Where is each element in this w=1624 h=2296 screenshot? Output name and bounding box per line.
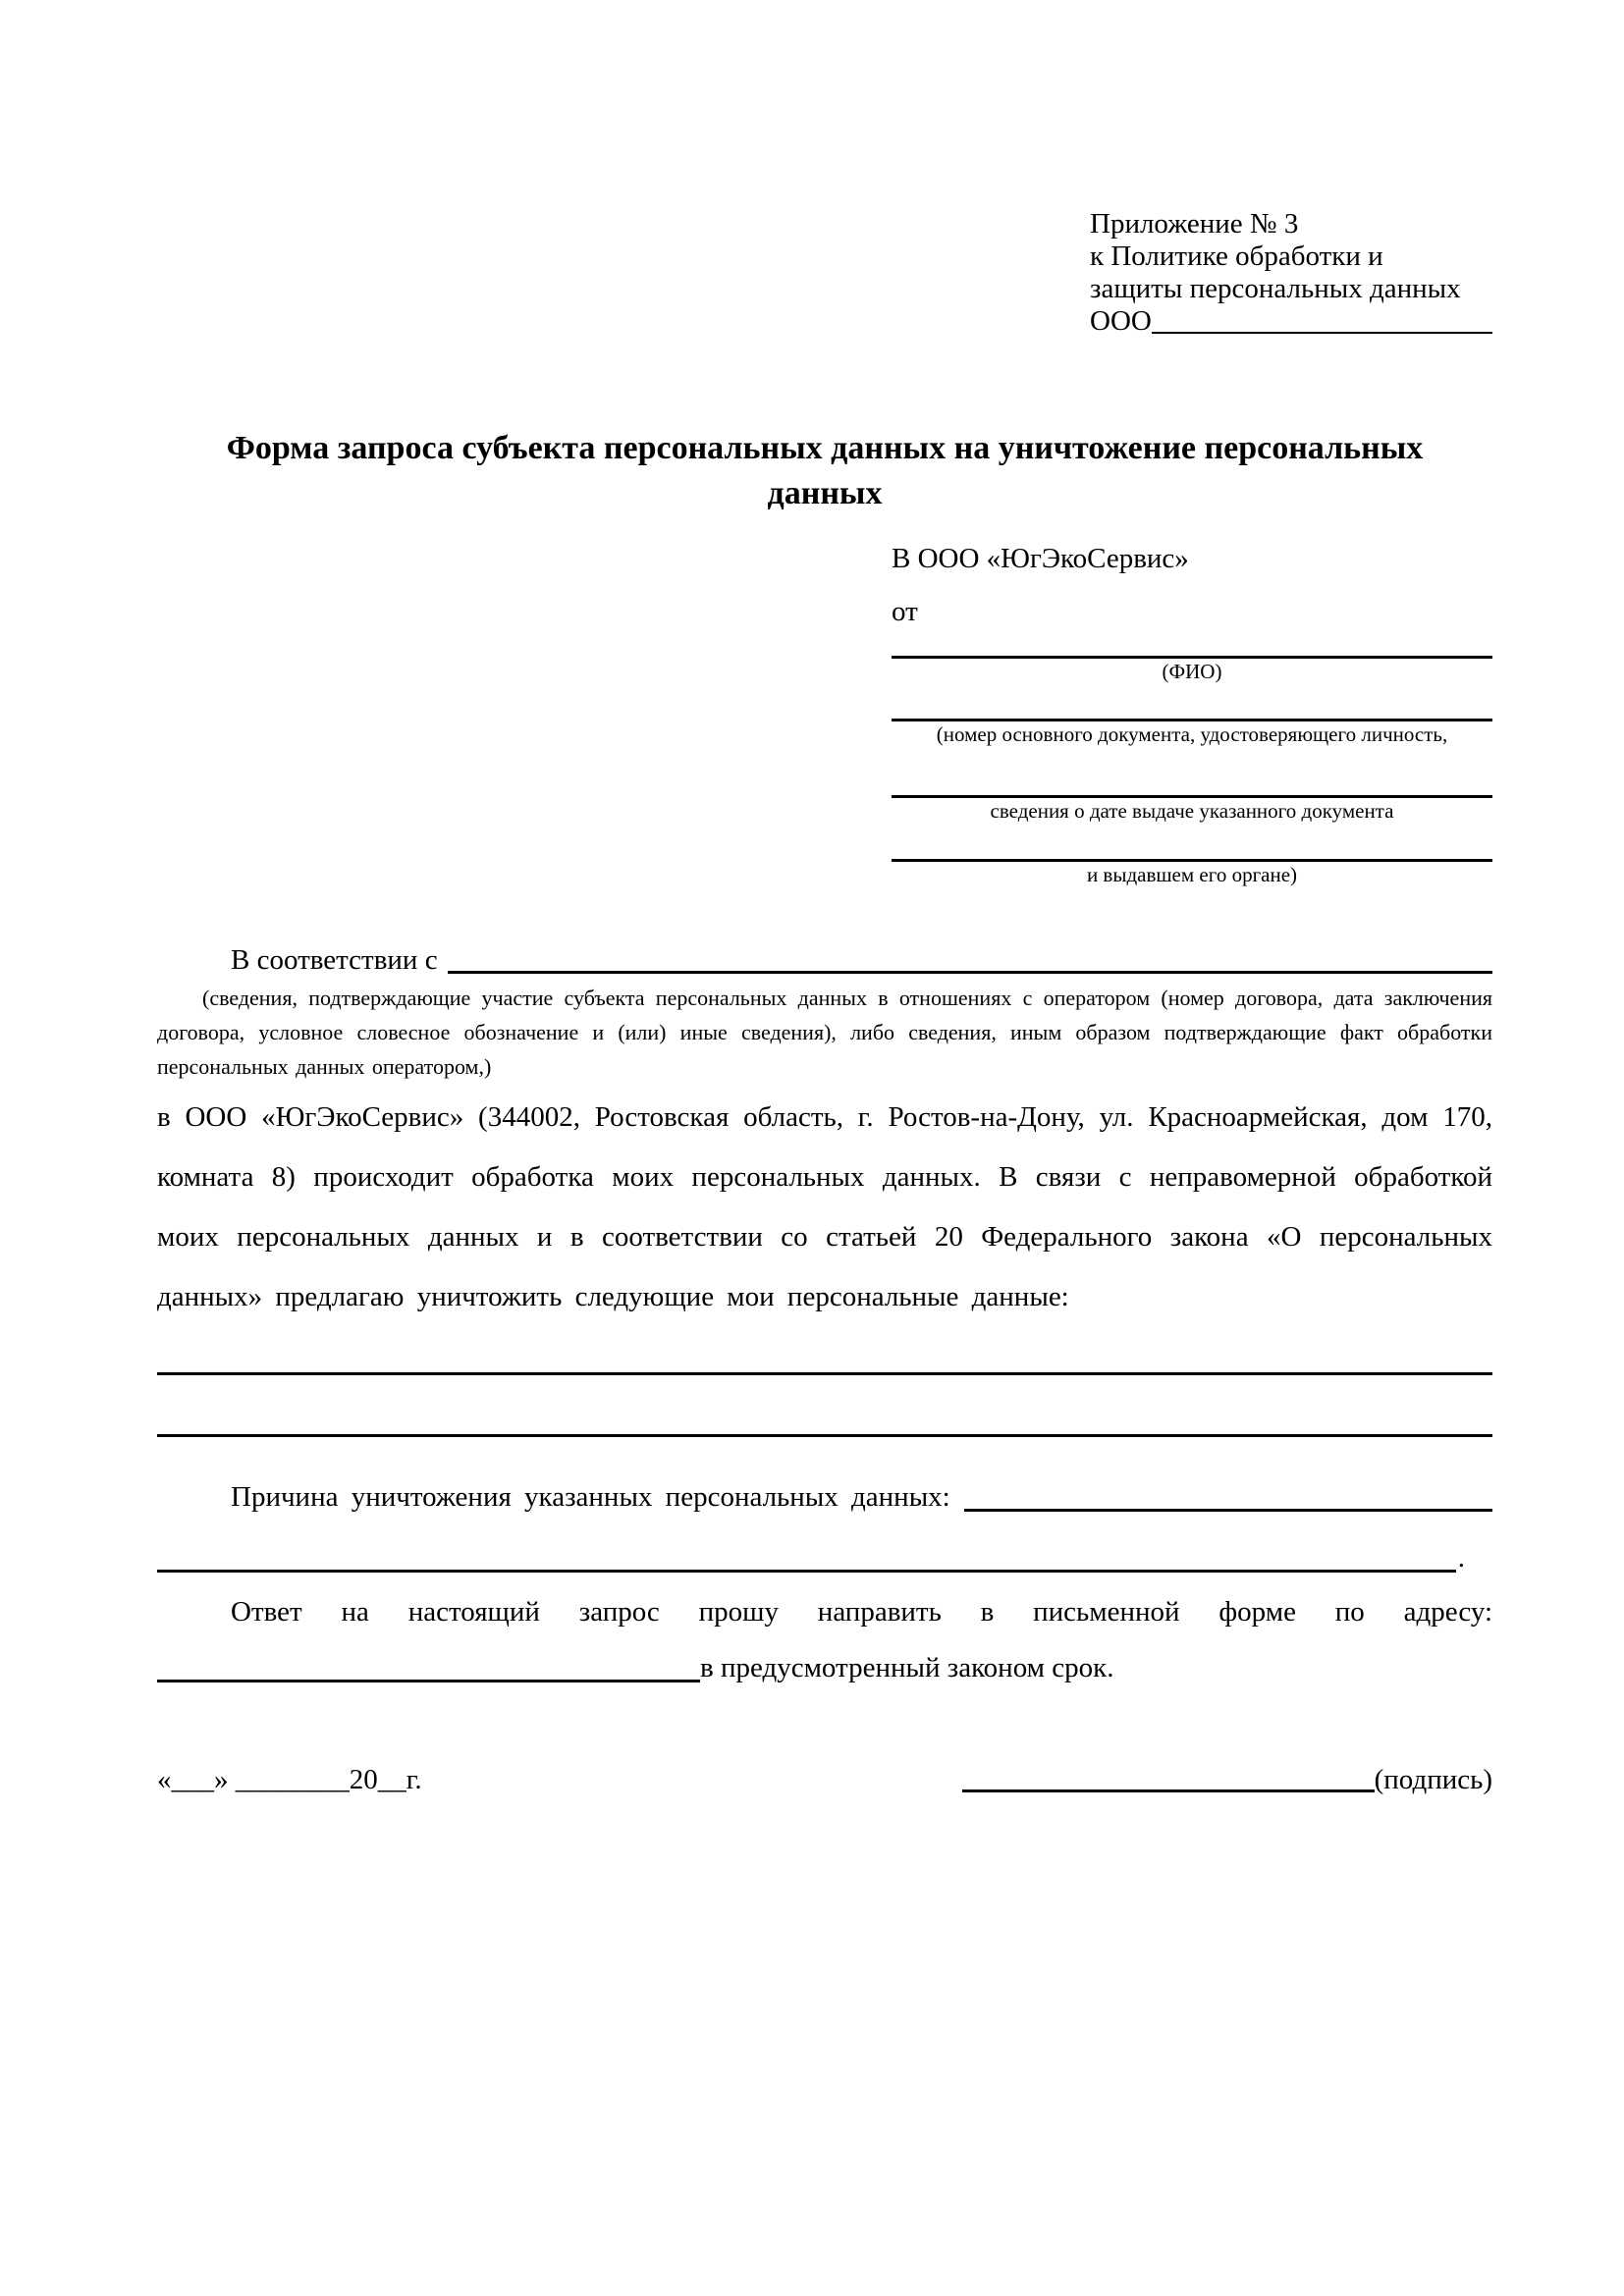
appendix-company-row — [1090, 305, 1492, 338]
address-blank-line — [157, 1647, 700, 1682]
company-blank-line — [1152, 305, 1492, 334]
appendix-line-3: защиты персональных данных — [1090, 273, 1461, 304]
fio-caption: (ФИО) — [1162, 660, 1222, 683]
issuing-authority-caption: и выдавшем его органе) — [1086, 863, 1298, 886]
data-blank-line-2 — [157, 1434, 1492, 1437]
term-text: в предусмотренный законом срок. — [700, 1652, 1114, 1683]
doc-number-field — [892, 719, 1492, 748]
answer-paragraph: Ответ на настоящий запрос прошу направить в письменной форме по адресу: — [231, 1596, 1492, 1628]
addressee-block — [892, 542, 1492, 888]
data-blank-line-1 — [157, 1372, 1492, 1375]
signature-blank-line — [962, 1789, 1375, 1792]
addressee-company: В ООО «ЮгЭкоСервис» — [892, 543, 1189, 574]
reason-blank-line — [964, 1476, 1492, 1512]
signature-group — [962, 1761, 1492, 1798]
issuing-authority-field — [892, 859, 1492, 888]
document-title: Форма запроса субъекта персональных данных на уничтожение персональных данных — [226, 430, 1424, 511]
reason-continuation-blank-line — [157, 1537, 1456, 1573]
issue-date-caption: сведения о дате выдаче указанного документа — [990, 799, 1394, 823]
reason-label: Причина уничтожения указанных персональных данных: — [231, 1481, 950, 1513]
date-line: «___» ________20__г. — [157, 1764, 422, 1795]
doc-number-caption: (номер основного документа, удостоверяющего личность, — [936, 722, 1448, 746]
addressee-from-label: от — [892, 596, 918, 627]
body-paragraph: в ООО «ЮгЭкоСервис» (344002, Ростовская область, г. Ростов-на-Дону, ул. Красноармейская, дом 170, комната 8) происходит обработка моих персональных данных. В связи с неправомерной обработкой моих персональных данных и в соответствии со статьей 20 Федерального закона «О персональных данных» предлагаю уничтожить следующие мои персональные данные: — [157, 1101, 1492, 1312]
reason-row — [157, 1476, 1492, 1518]
address-row — [157, 1647, 1492, 1688]
issue-date-field — [892, 795, 1492, 825]
accordance-row — [157, 941, 1492, 979]
company-prefix: ООО — [1090, 305, 1152, 337]
appendix-line-2: к Политике обработки и — [1090, 240, 1383, 272]
appendix-line-1: Приложение № 3 — [1090, 208, 1299, 240]
accordance-blank-line — [448, 941, 1492, 974]
signature-date-row — [157, 1761, 1492, 1798]
reason-continuation-row — [157, 1537, 1492, 1578]
signature-caption: (подпись) — [1374, 1764, 1492, 1795]
appendix-header — [1090, 208, 1492, 338]
fio-field — [892, 656, 1492, 685]
accordance-note: (сведения, подтверждающие участие субъекта персональных данных в отношениях с оператором (номер договора, дата заключения договора, условное словесное обозначение и (или) иные сведения), либо сведения, иным образом подтверждающие факт обработки персональных данных оператором,) — [157, 986, 1492, 1079]
accordance-label: В соответствии с — [231, 944, 438, 976]
reason-period: . — [1457, 1542, 1465, 1574]
